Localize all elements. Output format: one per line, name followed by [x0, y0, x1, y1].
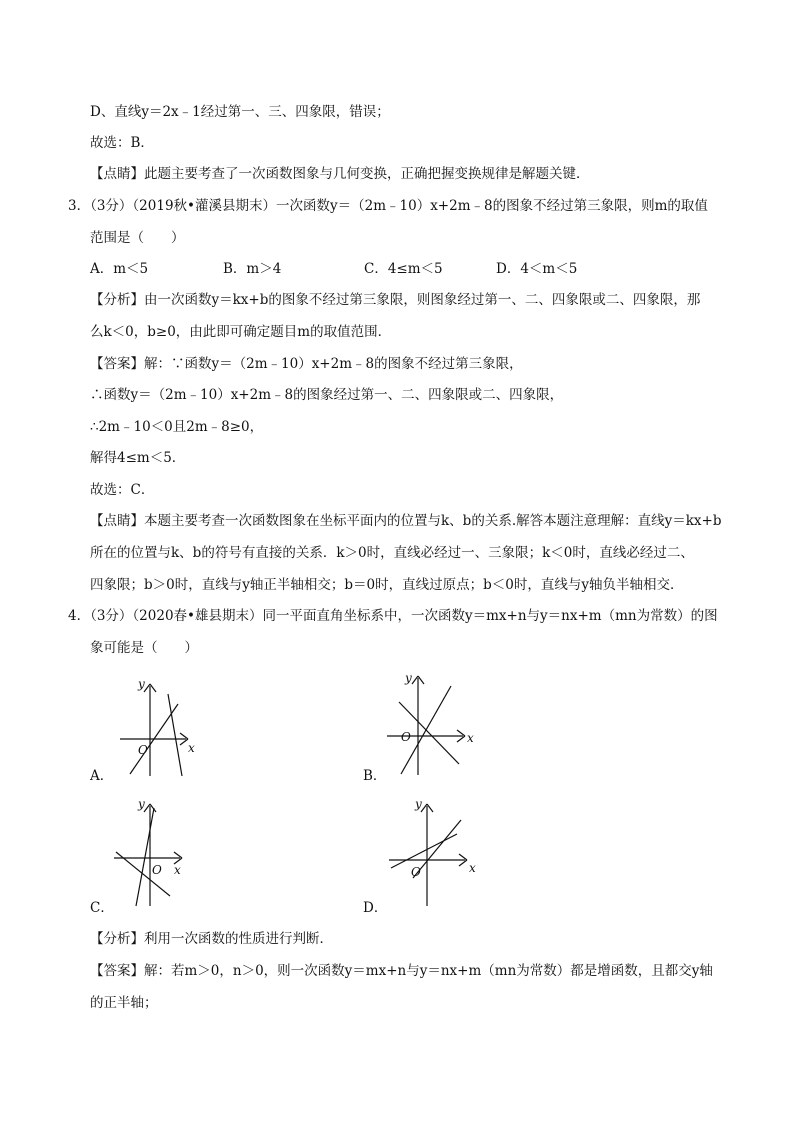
graph-c-y-label: y — [138, 797, 145, 811]
q3-answer-1: 【答案】解：∵函数y＝（2m﹣10）x+2m﹣8的图象不经过第三象限， — [90, 356, 523, 372]
question-4-stem: 4．（3分）（2020春•雄县期末）同一平面直角坐标系中，一次函数y＝mx+n与y＝nx+m（mn为常数）的图 — [68, 608, 718, 624]
q4-option-c[interactable]: C． — [90, 900, 114, 916]
graph-d-x-label: x — [469, 861, 476, 875]
q4-option-b[interactable]: B． — [363, 768, 387, 784]
graph-b — [385, 670, 485, 780]
graph-d-line-2 — [391, 834, 457, 868]
graph-b-y-label: y — [405, 671, 412, 685]
q3-answer-3: ∴2m﹣10＜0且2m﹣8≥0， — [90, 419, 264, 435]
q3-option-a[interactable]: A．m＜5 — [90, 261, 149, 277]
q3-answer-5: 故选：C． — [90, 482, 155, 498]
graph-d-origin: O — [411, 865, 421, 879]
graph-a-y-label: y — [138, 677, 145, 691]
question-3-stem-cont: 范围是（ ） — [90, 230, 185, 246]
q4-analysis: 【分析】利用一次函数的性质进行判断． — [90, 931, 333, 947]
graph-d — [385, 796, 485, 906]
graph-c-x-label: x — [174, 863, 181, 877]
graph-d-y-label: y — [415, 797, 422, 811]
q3-analysis-1: 【分析】由一次函数y＝kx+b的图象不经过第三象限，则图象经过第一、二、四象限或二、四象限，那 — [90, 292, 701, 308]
graph-a-x-label: x — [188, 741, 195, 755]
graph-a-origin: O — [138, 743, 148, 757]
q3-comment-1: 【点睛】本题主要考查一次函数图象在坐标平面内的位置与k、b的关系.解答本题注意理解：直线y＝kx+b — [90, 513, 722, 529]
graph-b-x-label: x — [467, 731, 474, 745]
q3-analysis-2: 么k＜0，b≥0，由此即可确定题目m的取值范围． — [90, 324, 392, 340]
q3-comment-3: 四象限；b＞0时，直线与y轴正半轴相交；b＝0时，直线过原点；b＜0时，直线与y轴负半轴相交． — [90, 577, 684, 593]
q4-answer-2: 的正半轴； — [90, 995, 158, 1011]
q3-answer-4: 解得4≤m＜5． — [90, 450, 186, 466]
q3-option-b[interactable]: B．m＞4 — [223, 261, 282, 277]
question-4-stem-cont: 象可能是（ ） — [90, 640, 198, 656]
text-line-3: 【点睛】此题主要考查了一次函数图象与几何变换，正确把握变换规律是解题关键． — [90, 166, 590, 182]
q4-answer-1: 【答案】解：若m＞0，n＞0，则一次函数y＝mx+n与y＝nx+m（mn为常数）都是增函数，且都交y轴 — [90, 963, 713, 979]
graph-c-line-1 — [136, 808, 154, 906]
q3-answer-2: ∴函数y＝（2m﹣10）x+2m﹣8的图象经过第一、二、四象限或二、四象限， — [90, 387, 564, 403]
graph-a-line-1 — [168, 694, 182, 776]
graph-c — [110, 796, 220, 906]
q3-option-c[interactable]: C．4≤m＜5 — [364, 261, 443, 277]
q4-option-d[interactable]: D． — [363, 900, 388, 916]
text-line-1: D、直线y＝2x﹣1经过第一、三、四象限，错误； — [90, 104, 390, 120]
question-3-stem: 3．（3分）（2019秋•灌溪县期末）一次函数y＝（2m﹣10）x+2m﹣8的图象不经过第三象限，则m的取值 — [68, 198, 708, 214]
q3-option-d[interactable]: D．4＜m＜5 — [496, 261, 578, 277]
q4-option-a[interactable]: A． — [90, 768, 114, 784]
text-line-2: 故选：B． — [90, 135, 154, 151]
graph-b-origin: O — [401, 730, 411, 744]
graph-a — [110, 676, 220, 776]
q3-comment-2: 所在的位置与k、b的符号有直接的关系．k＞0时，直线必经过一、三象限；k＜0时，直线必经过二、 — [90, 545, 694, 561]
graph-c-origin: O — [152, 863, 162, 877]
